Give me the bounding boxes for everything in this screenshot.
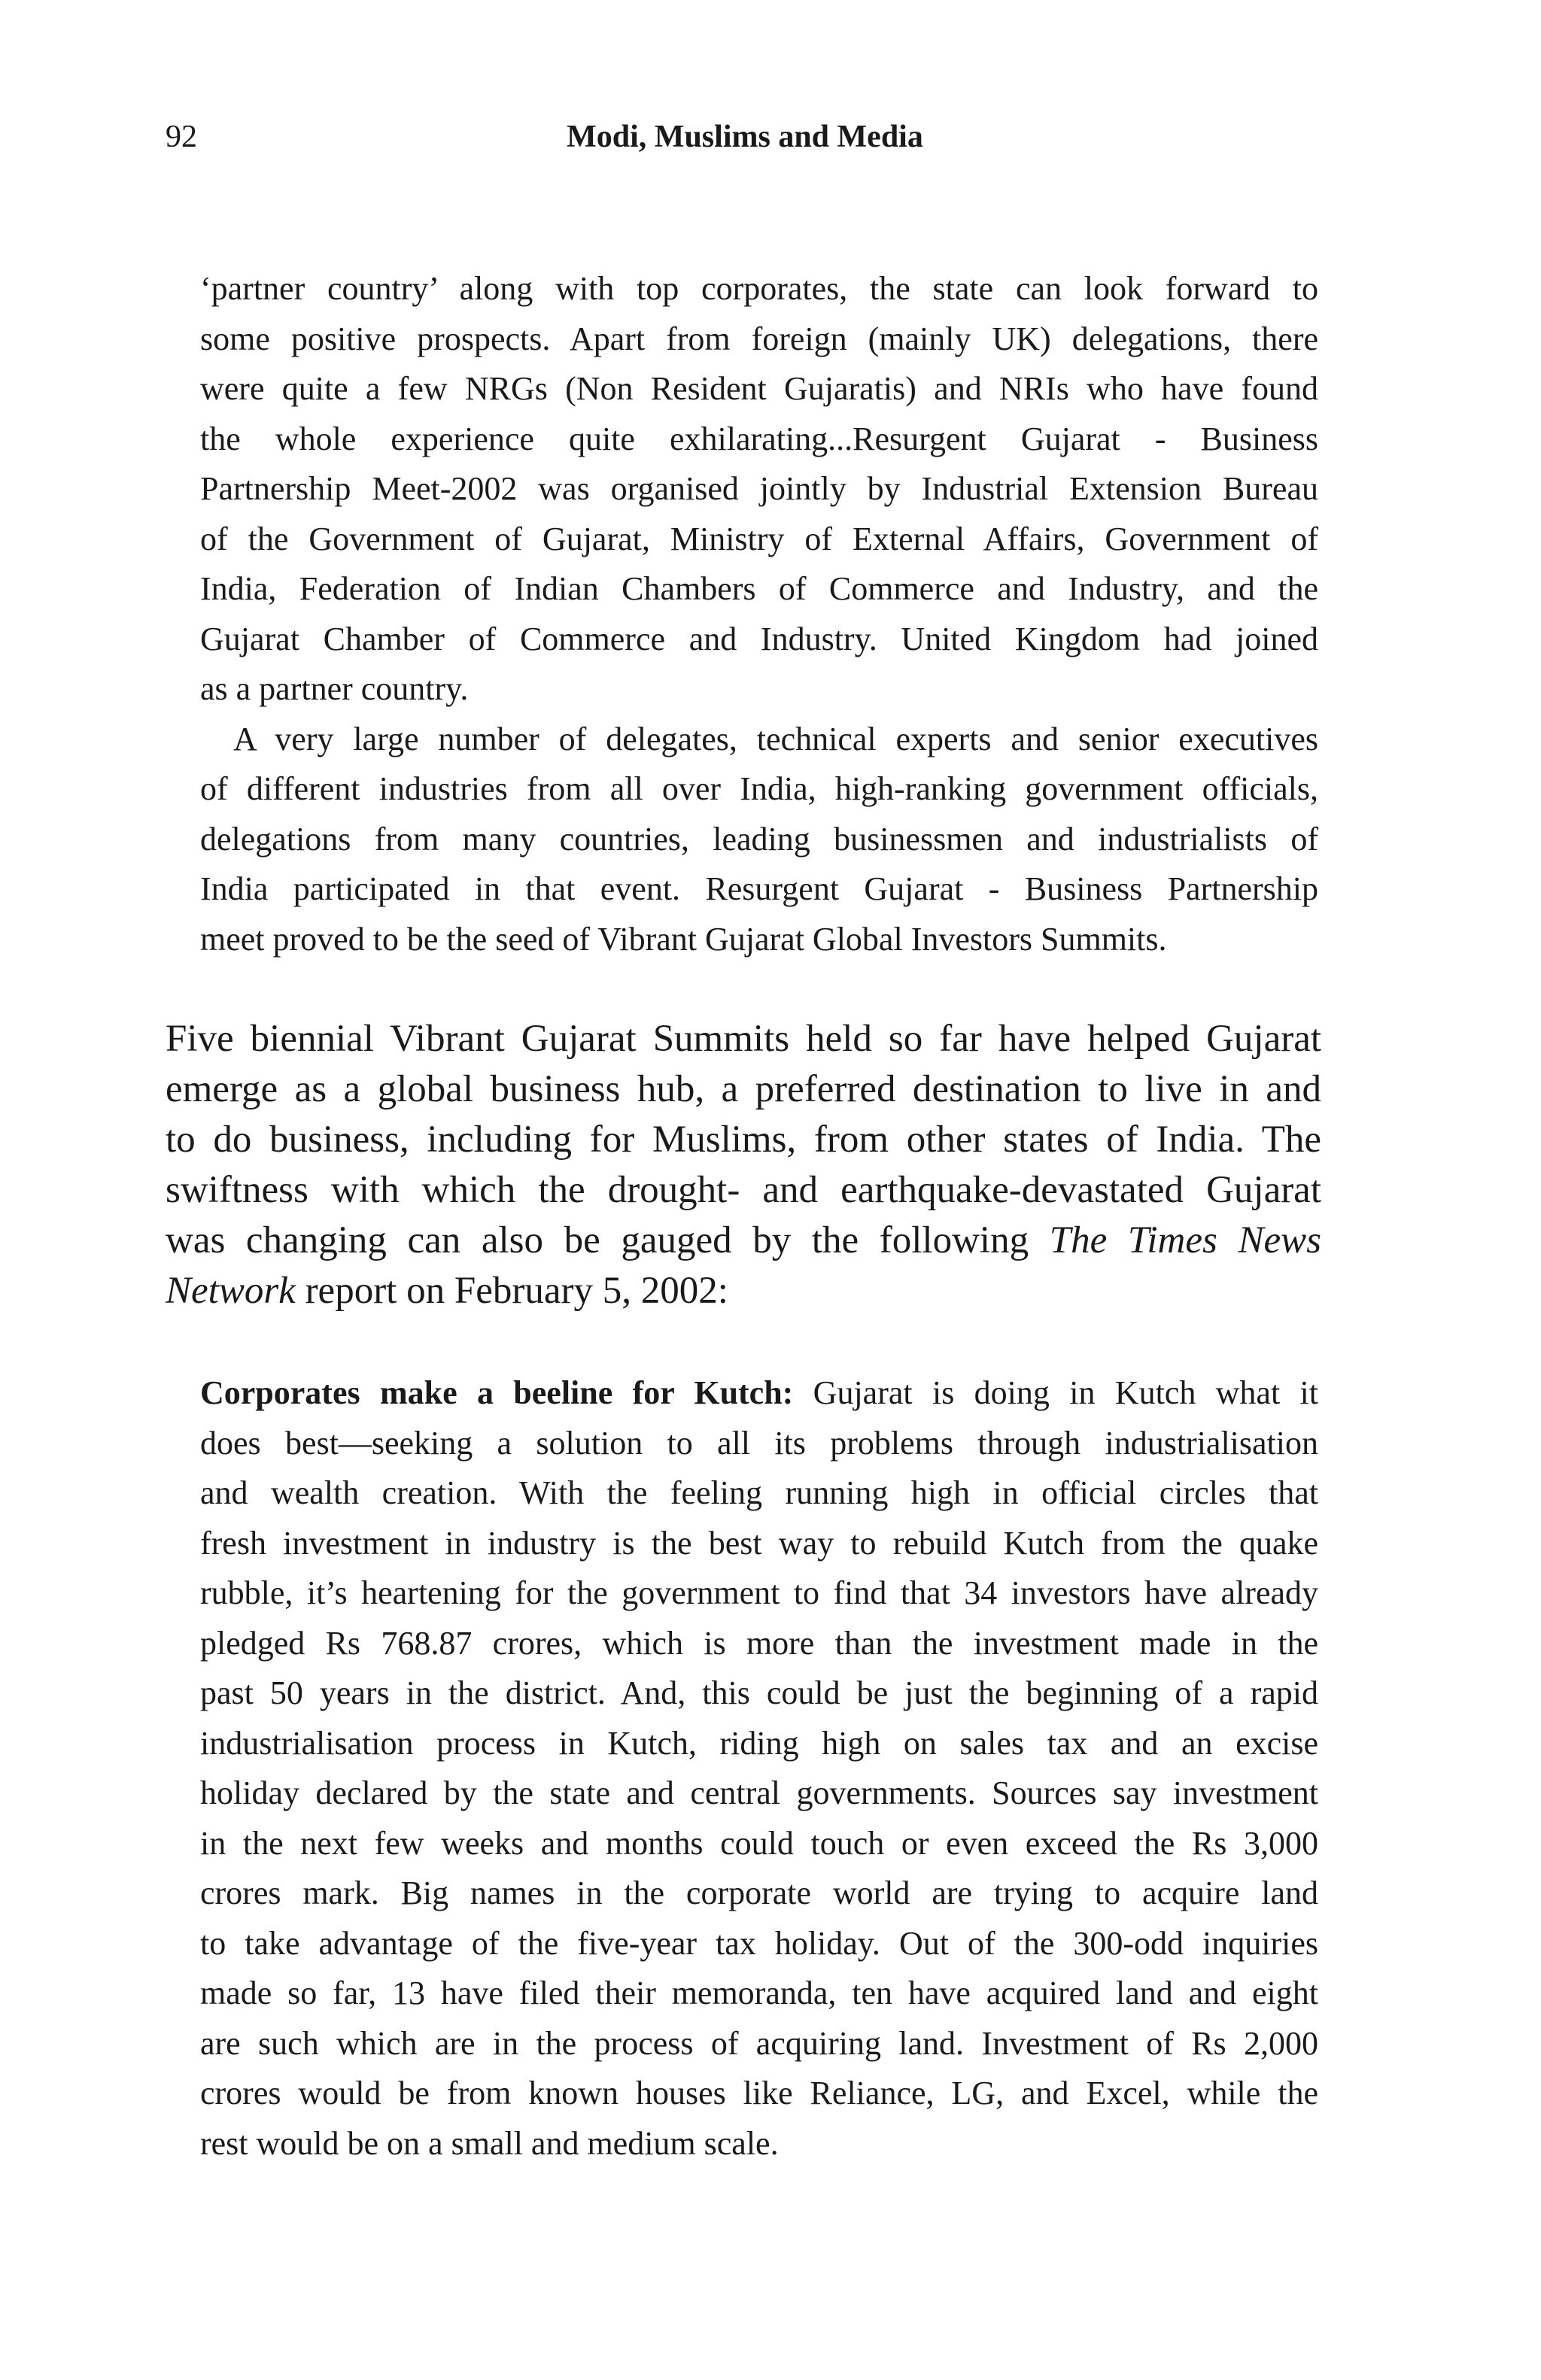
paragraph: [200, 264, 1318, 715]
text-line: made so far, 13 have filed their memoranda, ten have acquired land and eight: [200, 1975, 1318, 2011]
text-line: were quite a few NRGs (Non Resident Gujaratis) and NRIs who have found: [200, 370, 1318, 407]
text-line: to take advantage of the five-year tax holiday. Out of the 300-odd inquiries: [200, 1924, 1318, 1962]
page-number: 92: [166, 120, 197, 154]
text-line: of the Government of Gujarat, Ministry of External Affairs, Government of: [200, 520, 1318, 557]
text-line: to do business, including for Muslims, from other states of India. The: [166, 1119, 1321, 1161]
text-line: Partnership Meet-2002 was organised jointly by Industrial Extension Bureau: [200, 470, 1318, 507]
text-segment: report on February 5, 2002:: [295, 1270, 728, 1312]
block-quote-kutch-report: [200, 1368, 1318, 2169]
text-segment: was changing can also be gauged by the following: [166, 1219, 1050, 1261]
text-line: pledged Rs 768.87 crores, which is more than the investment made in the: [200, 1624, 1318, 1662]
text-line: and wealth creation. With the feeling running high in official circles that: [200, 1474, 1318, 1511]
text-line: Gujarat Chamber of Commerce and Industry. United Kingdom had joined: [200, 620, 1318, 657]
text-line: fresh investment in industry is the best way to rebuild Kutch from the quake: [200, 1524, 1318, 1562]
text-line: industrialisation process in Kutch, riding high on sales tax and an excise: [200, 1724, 1318, 1762]
running-title: Modi, Muslims and Media: [567, 120, 923, 154]
text-line: in the next few weeks and months could touch or even exceed the Rs 3,000: [200, 1824, 1318, 1862]
text-line: of different industries from all over India, high-ranking government officials,: [200, 770, 1318, 807]
paragraph: [200, 1368, 1318, 2169]
body-paragraph: [166, 1014, 1321, 1316]
text-line: India participated in that event. Resurgent Gujarat - Business Partnership: [200, 870, 1318, 907]
paragraph: [166, 1014, 1321, 1316]
bold-heading-text: Corporates make a beeline for Kutch:: [200, 1374, 794, 1411]
text-line: some positive prospects. Apart from foreign (mainly UK) delegations, there: [200, 320, 1318, 357]
italic-text: Network: [166, 1270, 296, 1312]
text-line: holiday declared by the state and central governments. Sources say investment: [200, 1774, 1318, 1811]
text-line: crores mark. Big names in the corporate world are trying to acquire land: [200, 1875, 1318, 1911]
text-line: delegations from many countries, leading businessmen and industrialists of: [200, 820, 1318, 858]
block-quote-resurgent-gujarat: [200, 264, 1318, 964]
text-line: emerge as a global business hub, a preferred destination to live in and: [166, 1068, 1321, 1110]
text-line: A very large number of delegates, technical experts and senior executives: [233, 720, 1318, 757]
text-line: [166, 1266, 1321, 1316]
text-line: ‘partner country’ along with top corporates, the state can look forward to: [200, 270, 1318, 307]
text-line: crores would be from known houses like Reliance, LG, and Excel, while the: [200, 2075, 1318, 2111]
text-segment: Gujarat is doing in Kutch what it: [793, 1374, 1318, 1411]
text-line: [166, 1216, 1321, 1266]
text-line: are such which are in the process of acquiring land. Investment of Rs 2,000: [200, 2024, 1318, 2062]
text-line: as a partner country.: [200, 670, 469, 707]
text-line: meet proved to be the seed of Vibrant Gujarat Global Investors Summits.: [200, 920, 1167, 958]
italic-text: The Times News: [1049, 1219, 1321, 1261]
text-line: India, Federation of Indian Chambers of Commerce and Industry, and the: [200, 570, 1318, 607]
text-line: Five biennial Vibrant Gujarat Summits held so far have helped Gujarat: [166, 1018, 1321, 1060]
text-line: the whole experience quite exhilarating...Resurgent Gujarat - Business: [200, 420, 1318, 457]
text-line: swiftness with which the drought- and earthquake-devastated Gujarat: [166, 1169, 1321, 1211]
text-line: rubble, it’s heartening for the government to find that 34 investors have already: [200, 1574, 1318, 1611]
paragraph: [200, 715, 1318, 965]
text-line: rest would be on a small and medium scale.: [200, 2124, 779, 2162]
text-line: does best—seeking a solution to all its problems through industrialisation: [200, 1424, 1318, 1462]
text-line: past 50 years in the district. And, this could be just the beginning of a rapid: [200, 1674, 1318, 1711]
text-line: [200, 1368, 1318, 1419]
